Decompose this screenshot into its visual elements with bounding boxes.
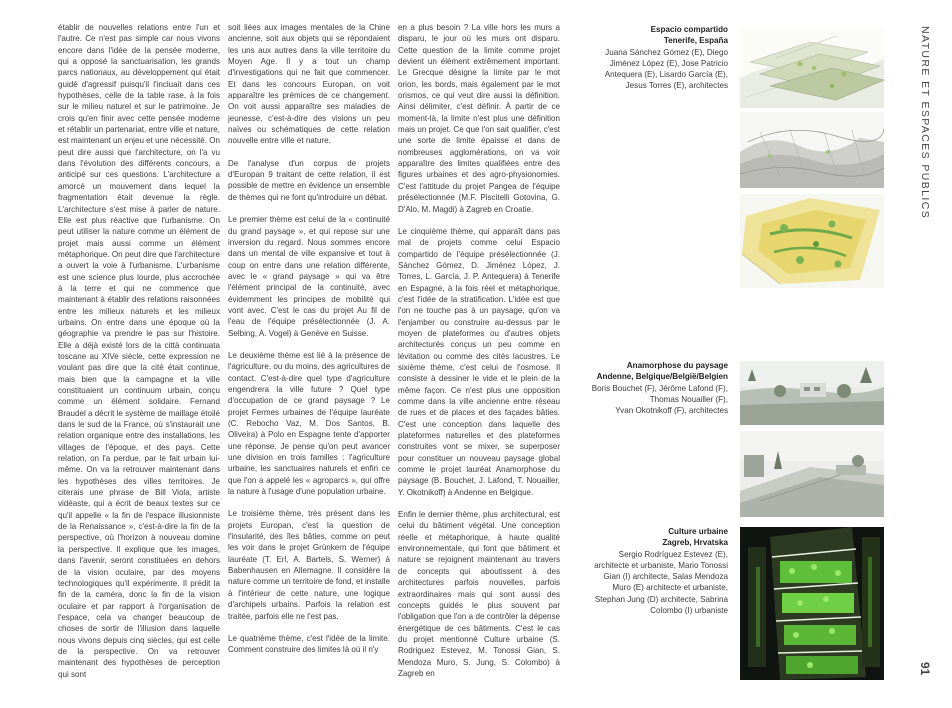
caption-culture-urbaine [594,526,728,616]
espacio-compartido-rendering-1 [740,28,884,108]
caption-line: Stephan Jung (D) architecte, Sabrina [594,594,728,604]
caption-line: Muro (E) architecte et urbaniste, [612,583,728,593]
caption-location: Tenerife, España [663,36,728,46]
espacio-compartido-rendering-2 [740,112,884,188]
caption-espacio-compartido [605,24,728,92]
caption-line: Yvan Okotnikoff (F), architectes [615,406,728,416]
caption-line: Sergio Rodríguez Estevez (E), [618,549,728,559]
paragraph: établir de nouvelles relations entre l'un et l'autre. Ce n'est pas simple car nous vivons encore dans l'idée de la pensée moderne, qui a opposé la sanctuarisation, les grands parcs nationaux, au développement qui était guidé d'agressif puisqu'il l'incluait dans ces hypothèses, celle de la table rase, à la fois sur le milieu naturel et sur le patrimoine. Je crois qu'en finir avec cette pensée moderne et rétablir un partenariat, entre ville et nature, est maintenant un enjeu et une nécessité. On peut dire aussi que l'architecture, on l'a vu dans l'évolution des différents concours, a anticipé sur ces questions. L'architecture a amorcé un mouvement dans lequel la fragmentation était devenue la règle. L'architecture s'est mise à parler de nature. Elle est plus réactive que l'urbanisme. On peut utiliser la nature comme un élément de projet mais aussi comme un élément métaphorique. On peut dire que l'architecture a ouvert la voie à l'urbanisme. L'urbanisme est une science plus lourde, plus accrochée à la terre et qui ne commence que maintenant à établir des relations raisonnées entre les milieux naturels et les milieux urbains. On entre dans une époque où la géographie va prendre le pas sur l'histoire. Elle a déjà existé lors de la città continuata toscane au XIVe siècle, cette expression ne voulant pas dire que la cité était continue, mais bien que la campagne et la ville constituaient un continuum urbain, conçu comme un élément solidaire. Fernand Braudel a décrit le système de maillage étoilé dans le sud de la France, où s'instaurait une relation organique entre des installations, les villages de l'époque, et des pays. Cette relation, on l'a perdue, par le fait urbain lui-même. On va la retrouver maintenant dans les hypothèses des villes territoires. Je citerais une phrase de Bill Viola, artiste vidéaste, qui a écrit de beaux textes sur ce qu'il appelle « la fin de l'espace illusionniste de la Renaissance », c'est-à-dire la fin de la perspective, où l'horizon à nouveau domine la perspective. Il explique que les images, dans l'avenir, seront constituées en dehors de la vision oculaire, par des moyens technologiques qu'il expérimente. Il prédit la fin de la caméra, donc la fin de la vision oculaire et par rapport à l'organisation de l'espace, cela va changer beaucoup de choses de sortir de l'illusion dans laquelle nous vivons depuis cinq siècles, qui est celle de la perspective. On va retrouver maintenant des hypothèses de perception qui sont [58,23,220,679]
caption-line: architecte et urbaniste, Mario Tonossi [594,560,728,570]
section-title-text: NATURE ET ESPACES PUBLICS [919,26,931,220]
paragraph: Le deuxième thème est lié à la présence de l'agriculture, ou du moins, des agricultures de contact. C'est-à-dire quel type d'agriculture engendrera la ville future ? Quel type d'occupation de ce grand paysage ? Le projet Fermes urbaines de l'équipe lauréate (C. Rebocho Vaz, M. Dos Santos, B. Oliveira) à Polo en Espagne tente d'apporter une réponse. Je pense qu'on peut avancer une division en trois familles : l'agriculture urbaine, les sanctuaires naturels et enfin ce que l'on a appelé les « agroparcs », qui offre la nature à l'usage d'une population urbaine. [228,350,390,497]
paragraph: Le cinquième thème, qui apparaît dans pas mal de projets comme celui Espacio compartido de l'équipe présélectionnée (J. Sánchez Gómez, D. Jiménez López, J. Torres, L. García, J. P. Antequera) à Tenerife en Espagne, à la fois réel et métaphorique, c'est l'idée de la stratification. L'idée est que l'on ne touche pas à un paysage, qu'on va l'enjamber ou construire au-dessus par le moyen de plateformes ou d'autres objets architecturés conçus un peu comme en lévitation ou comme des cités lacustres. Le sixième thème, c'est celui de l'osmose. Il consiste à dessiner le vide et le plein de la même façon. Ce n'est plus une opposition comme dans la ville ancienne entre réseau de rues et de places et des façades bâties. C'est une conception dans laquelle des plateformes naturelles et des plateformes construites vont se mixer, se superposer pour constituer un nouveau paysage global comme le projet lauréat Anamorphose du paysage (B. Bouchet, J. Lafond, T. Nouailler, Y. Okotnikoff) à Andenne en Belgique. [398,226,560,497]
paragraph: Le quatrième thème, c'est l'idée de la limite. Comment construire des limites là où il n'y [228,633,390,655]
page-number-text: 91 [918,662,932,676]
text-column-3 [398,22,560,679]
paragraph: en a plus besoin ? La ville hors les murs a disparu, le jour où les murs ont disparu. Cette question de la limite comme projet devient un élément extrêmement important. Le Grecque désigne la limite par le mot orion, les bords, mais également par le mot orismos, ce qui veut dire aussi la définition. Ainsi délimiter, c'est définir. À partir de ce moment-là, la limite n'est plus une définition mais un projet. Ce que l'on sait qualifier, c'est une sorte de limite épaisse et dans de nombreuses agglomérations, on va voir apparaître des limites qualifiées entre des figures urbaines et des agro-physionomies. C'est l'attitude du projet Pangea de l'équipe présélectionnée (M.F. Piscitelli Gotovina, G. D'Alo, M. Magdi) à Zagreb en Croatie. [398,23,560,214]
culture-urbaine-tower-rendering [740,527,884,680]
paragraph: Enfin le dernier thème, plus architectural, est celui du bâtiment végétal. Une conception réelle et métaphorique, à haute qualité environnementale, qui font que bâtiment et nature se rejoignent maintenant au travers de concepts qui aboutissent à des architectures parfois nouvelles, parfois extraordinaires mais qui sont aussi des concepts guidés le plus souvent par l'obligation que l'on a de contrôler la dépense énergétique de ces bâtiments. C'est le cas du projet mentionné Culture urbaine (S. Rodriguez Estevez, M. Tonossi Gian, S. Mendoza Muro, S. Jung, S. Colombo) à Zagreb en [398,510,560,678]
caption-title: Anamorphose du paysage [626,361,728,370]
paragraph: soit liées aux images mentales de la Chine ancienne, soit aux objets qui se répondaient les uns aux autres dans la ville territoire du Moyen Age. Il y a tout un champ d'investigations qui ne fait que commencer. Et dans les concours Europan, on voit apparaître les prémices de ce changement. On voit aussi apparaître ses maladies de jeunesse, c'est-à-dire des visions un peu naïves ou schématiques de cette relation nouvelle entre ville et nature. [228,23,390,146]
paragraph: Le troisième thème, très présent dans les projets Europan, c'est la question de l'insularité, des îles bâties, comme on peut les voir dans le projet Grünkern de l'équipe lauréate (T. Erl, A. Bartels, S. Werner) à Babenhausen en Allemagne. Il considère la nature comme un territoire de fond, et installe à l'intérieur de cette nature, une logique d'archipels urbains. Parfois la relation est traitée, parfois elle ne l'est pas. [228,509,390,621]
caption-line: Boris Bouchet (F), Jérôme Lafond (F), [591,383,728,393]
caption-line: Thomas Nouailler (F), [649,394,728,404]
caption-line: Gian (I) architecte, Salas Mendoza [603,572,728,582]
paragraph: De l'analyse d'un corpus de projets d'Europan 9 traitant de cette relation, il est possible de mettre en évidence un ensemble de thèmes qui ne font qu'introduire un débat. [228,158,390,202]
caption-title: Espacio compartido [650,25,728,34]
section-title-vertical [914,26,936,220]
caption-location: Andenne, Belgique/België/Belgien [596,372,728,382]
text-column-1 [58,22,220,680]
anamorphose-photo-1 [740,361,884,425]
caption-line: Antequera (E), Lisardo García (E), [604,70,728,80]
espacio-compartido-rendering-3 [740,194,884,288]
caption-anamorphose [592,360,728,416]
caption-location: Zagreb, Hrvatska [662,538,728,548]
text-column-2 [228,22,390,656]
page-number [914,662,936,692]
caption-line: Juana Sánchez Gómez (E), Diego [605,47,728,57]
paragraph: Le premier thème est celui de la « continuité du grand paysage », et qui repose sur une inversion du regard. Nous sommes encore dans un mental de ville expansive et tout à coup on entre dans une relation différente, avec le « grand paysage » qui va être l'élément principal de la continuité, avec évidemment les principes de mobilité qui vont avec. C'est le cas du projet Au fil de l'eau de l'équipe présélectionnée (J. A. Selbing, A. Vogel) à Genève en Suisse. [228,215,390,338]
caption-title: Culture urbaine [668,527,728,536]
caption-line: Jesus Torres (E), architectes [625,81,728,91]
caption-line: Jiménez López (E), Jose Patricio [609,58,728,68]
caption-line: Colombo (I) urbaniste [650,606,728,616]
anamorphose-photo-2 [740,431,884,517]
